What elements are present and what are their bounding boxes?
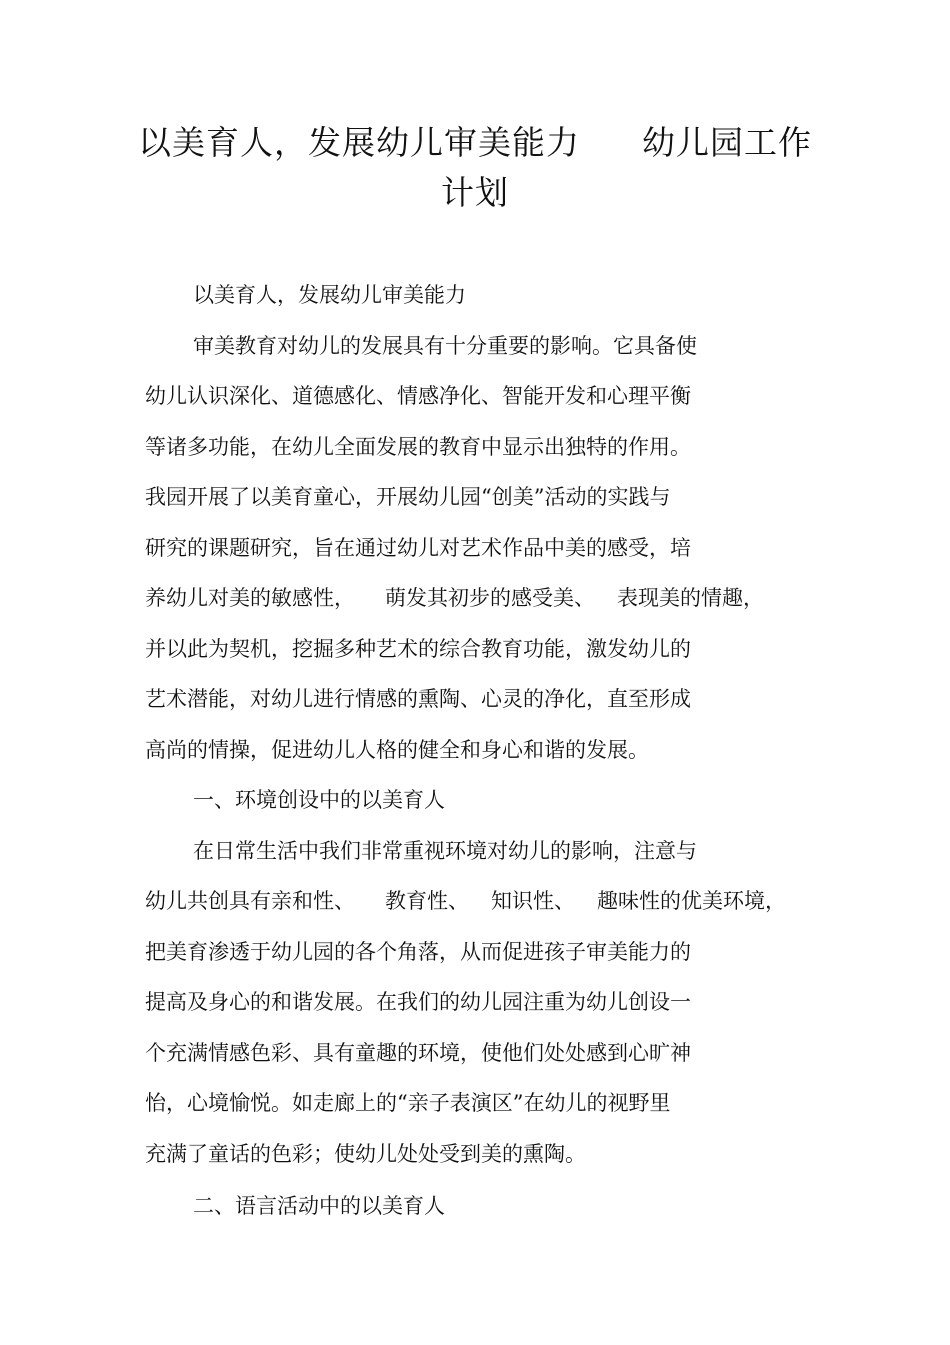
paragraph-1-line-1: 审美教育对幼儿的发展具有十分重要的影响。它具备使 (193, 333, 697, 358)
paragraph-2-line-2-part-d: 趣味性的优美环境， (597, 889, 786, 913)
paragraph-2-line-4: 提高及身心的和谐发展。在我们的幼儿园注重为幼儿创设一 (145, 990, 691, 1014)
title-line-2: 计划 (441, 173, 509, 212)
paragraph-1-line-6 (145, 573, 805, 624)
subtitle: 以美育人，发展幼儿审美能力 (193, 283, 466, 307)
paragraph-1-line-7: 并以此为契机，挖掘多种艺术的综合教育功能，激发幼儿的 (145, 636, 691, 661)
paragraph-1-line-8: 艺术潜能，对幼儿进行情感的熏陶、心灵的净化，直至形成 (145, 687, 691, 711)
paragraph-2-line-2-part-c: 知识性、 (491, 889, 575, 913)
paragraph-2-line-5: 个充满情感色彩、具有童趣的环境，使他们处处感到心旷神 (145, 1040, 691, 1065)
paragraph-1-line-2: 幼儿认识深化、道德感化、情感净化、智能开发和心理平衡 (145, 384, 691, 408)
paragraph-2-line-7: 充满了童话的色彩；使幼儿处处受到美的熏陶。 (145, 1141, 586, 1166)
paragraph-2-line-2-part-b: 教育性、 (385, 889, 469, 913)
title-part-2: 幼儿园工作 (642, 123, 812, 162)
paragraph-1-line-6-part-c: 表现美的情趣， (617, 586, 764, 610)
title-line-1 (130, 118, 820, 168)
paragraph-1-line-4: 我园开展了以美育童心，开展幼儿园“创美”活动的实践与 (145, 485, 671, 509)
paragraph-2-line-2-part-a: 幼儿共创具有亲和性、 (145, 889, 355, 913)
paragraph-1-line-3: 等诸多功能，在幼儿全面发展的教育中显示出独特的作用。 (145, 434, 691, 459)
paragraph-2-line-6: 怡，心境愉悦。如走廊上的“亲子表演区”在幼儿的视野里 (145, 1091, 671, 1115)
paragraph-2-line-1: 在日常生活中我们非常重视环境对幼儿的影响，注意与 (193, 838, 697, 863)
paragraph-2-line-2 (145, 876, 805, 927)
paragraph-1-line-6-part-a: 养幼儿对美的敏感性， (145, 586, 355, 610)
paragraph-1-line-5: 研究的课题研究，旨在通过幼儿对艺术作品中美的感受，培 (145, 535, 691, 560)
paragraph-1-line-9: 高尚的情操，促进幼儿人格的健全和身心和谐的发展。 (145, 737, 649, 762)
section-1-heading: 一、环境创设中的以美育人 (193, 788, 445, 812)
document-body (145, 270, 805, 1232)
title-part-1: 以美育人，发展幼儿审美能力 (138, 123, 580, 162)
document-title (130, 118, 820, 218)
paragraph-1-line-6-part-b: 萌发其初步的感受美、 (385, 586, 595, 610)
section-2-heading: 二、语言活动中的以美育人 (193, 1194, 445, 1218)
paragraph-2-line-3: 把美育渗透于幼儿园的各个角落，从而促进孩子审美能力的 (145, 939, 691, 964)
